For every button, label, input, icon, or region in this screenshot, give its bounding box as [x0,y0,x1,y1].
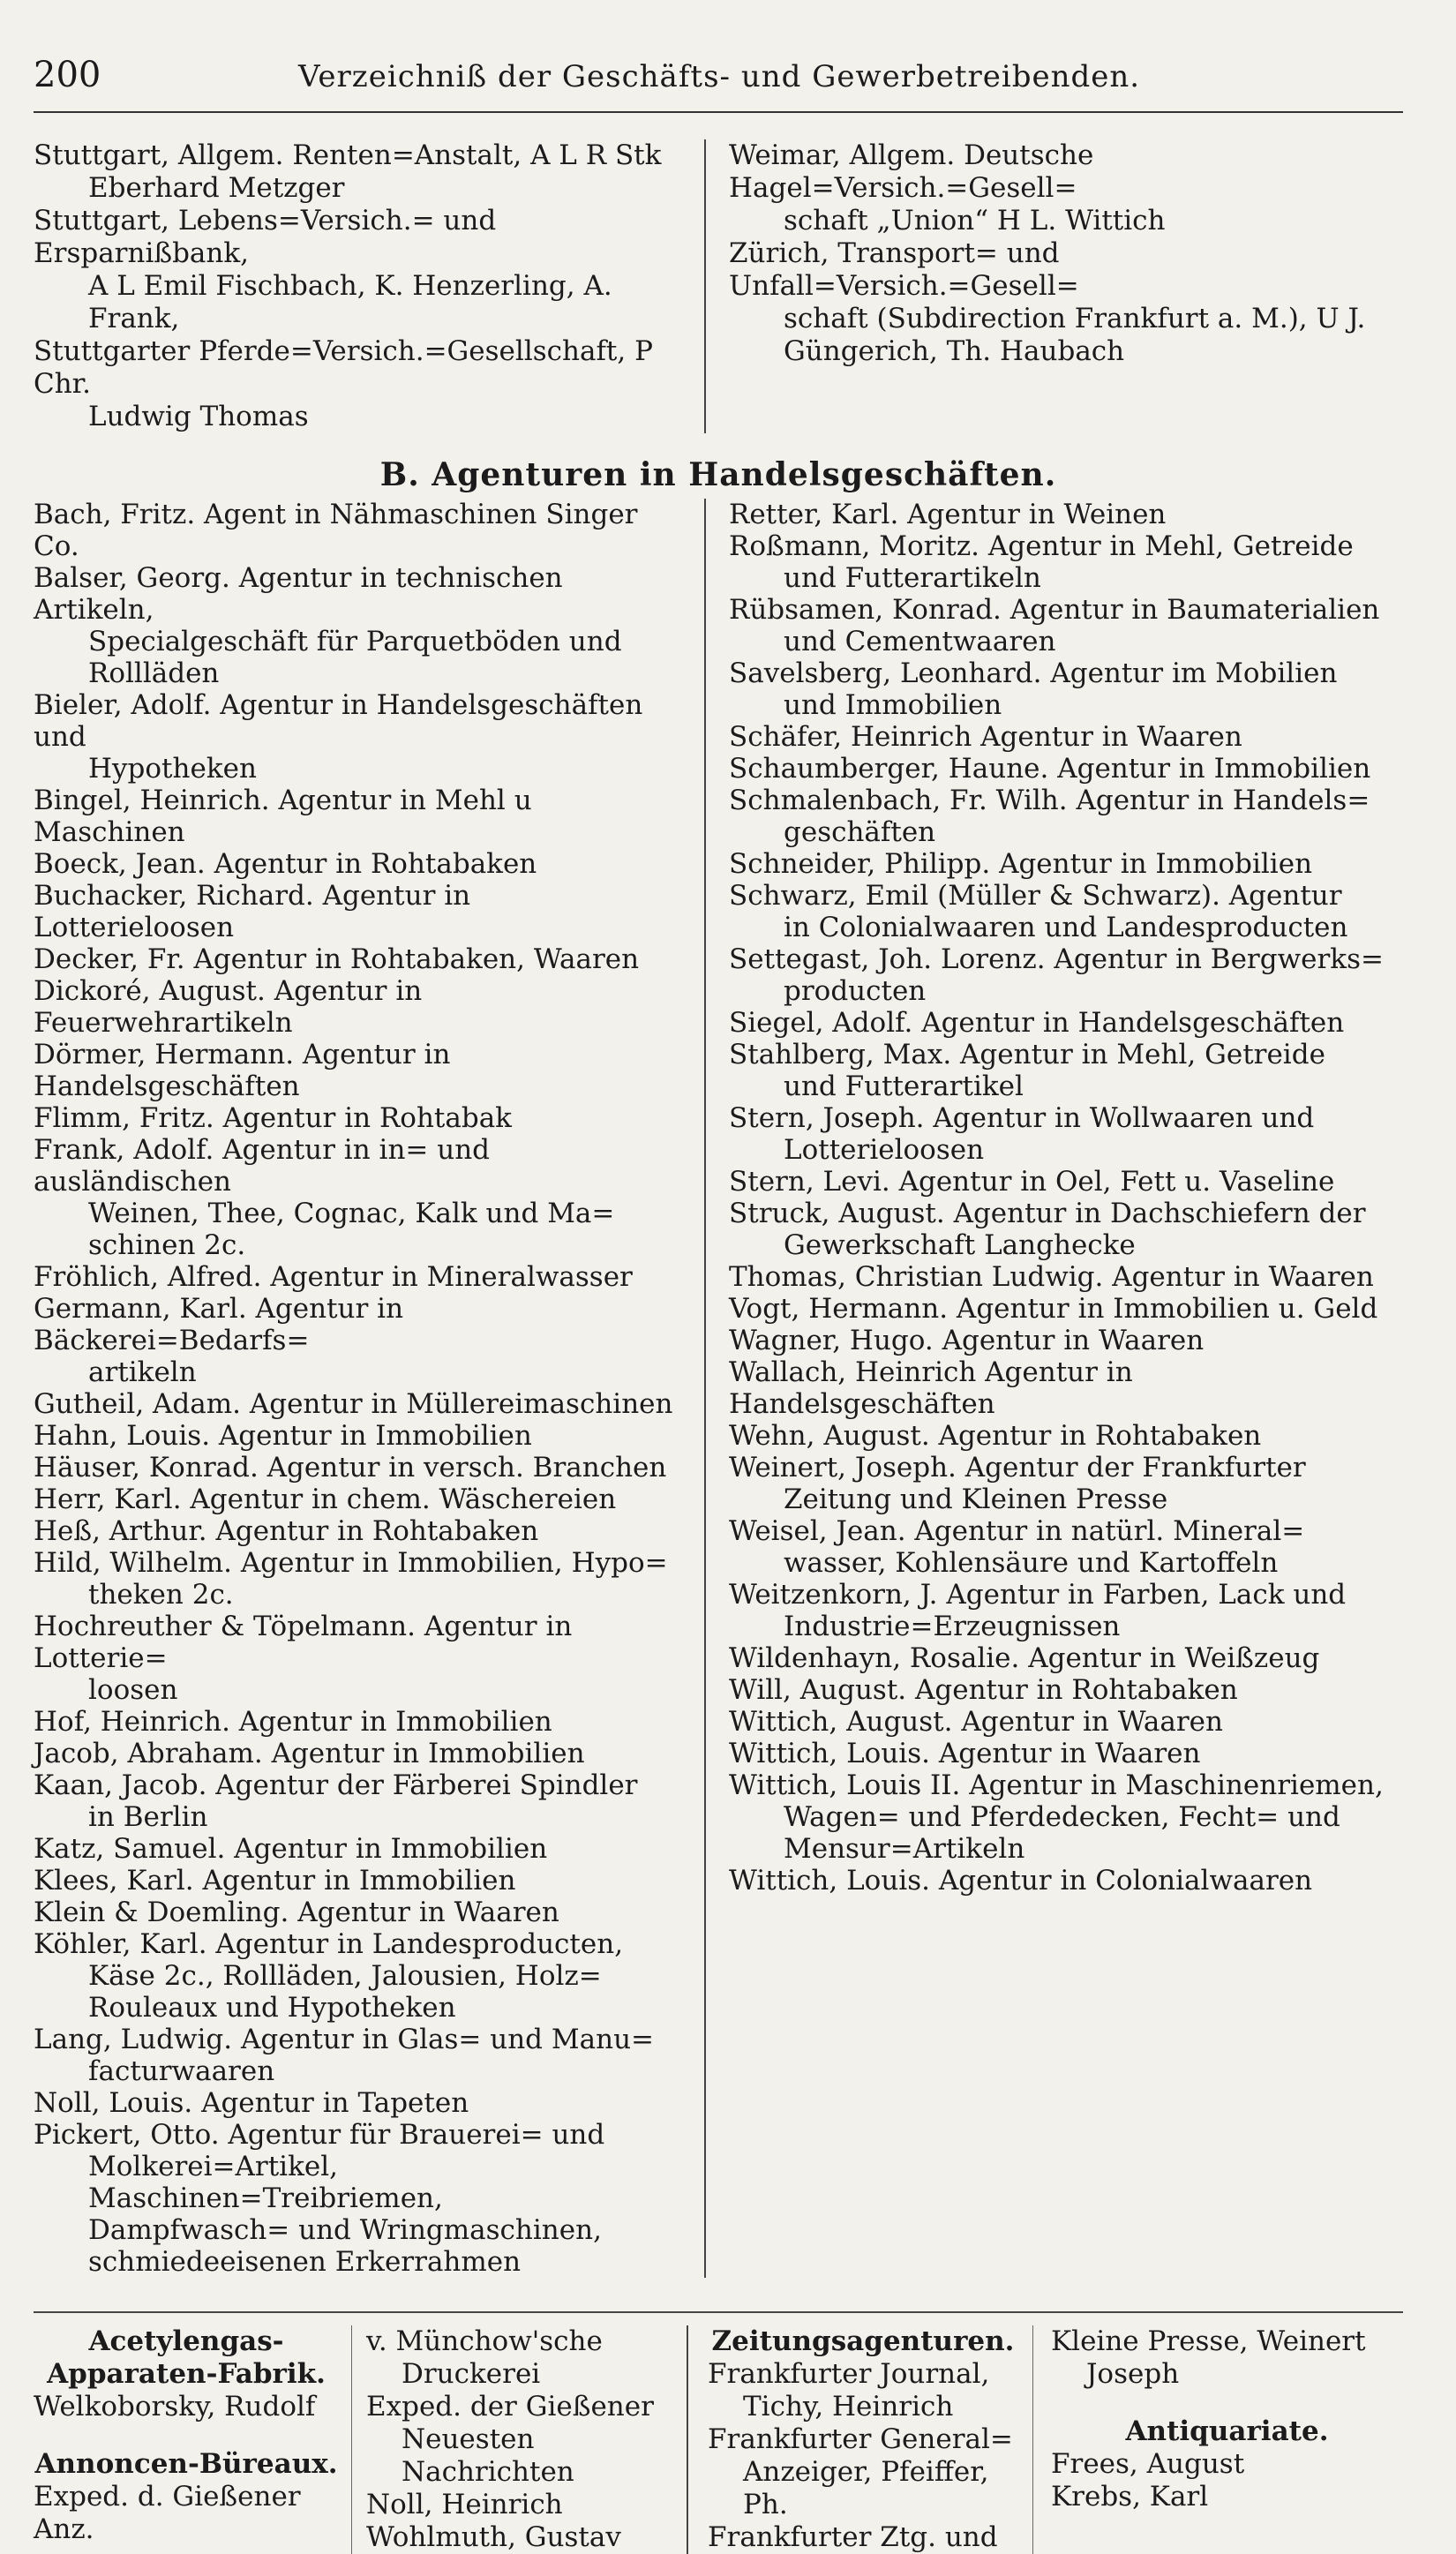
list-item: Bieler, Adolf. Agentur in Handelsgeschäften und Hypotheken [34,689,643,785]
page-header [34,55,1403,106]
list-item: Dickoré, August. Agentur in Feuerwehrartikeln [34,975,423,1039]
list-item: Wittich, Louis II. Agentur in Maschinenriemen, Wagen= und Pferdedecken, Fecht= und Mensur=Artikeln [729,1769,1384,1865]
list-item: Heß, Arthur. Agentur in Rohtabaken [34,1515,539,1547]
list-item: Noll, Louis. Agentur in Tapeten [34,2087,469,2119]
list-item: Savelsberg, Leonhard. Agentur im Mobilien und Immobilien [729,657,1338,721]
list-item: Struck, August. Agentur in Dachschiefern der Gewerkschaft Langhecke [729,1198,1366,1261]
list-item: Vogt, Hermann. Agentur in Immobilien u. Geld [729,1293,1378,1325]
list-item: Rübsamen, Konrad. Agentur in Baumaterialien und Cementwaaren [729,594,1380,657]
list-item: Wehn, August. Agentur in Rohtabaken [729,1420,1262,1452]
list-item: Frees, August [1051,2448,1245,2480]
list-item: Bach, Fritz. Agent in Nähmaschinen Singer Co. [34,499,638,562]
list-item: Wittich, August. Agentur in Waaren [729,1706,1223,1738]
list-item: Germann, Karl. Agentur in Bäckerei=Bedarfs= artikeln [34,1293,404,1388]
list-item: Hof, Heinrich. Agentur in Immobilien [34,1706,552,1738]
list-item: Buchacker, Richard. Agentur in Lotterieloosen [34,880,471,943]
list-item: Frankfurter Ztg. und [708,2521,998,2553]
section-heading-annoncen: Annoncen-Büreaux. [34,2448,338,2480]
list-item: Klees, Karl. Agentur in Immobilien [34,1865,516,1897]
list-item: Welkoborsky, Rudolf [34,2391,316,2423]
list-item: Stuttgart, Allgem. Renten=Anstalt, A L R Stk Eberhard Metzger [34,139,662,204]
list-item: Weisel, Jean. Agentur in natürl. Mineral= wasser, Kohlensäure und Kartoffeln [729,1515,1305,1579]
list-item: Stahlberg, Max. Agentur in Mehl, Getreide und Futterartikel [729,1039,1325,1102]
list-item: Frankfurter Journal, Tichy, Heinrich [708,2358,990,2423]
list-item: Wildenhayn, Rosalie. Agentur in Weißzeug [729,1642,1320,1674]
list-item: Thomas, Christian Ludwig. Agentur in Waaren [729,1261,1374,1293]
bottom-column-1 [34,2325,351,2554]
list-item: Exped. d. Gießener Anz. [34,2481,301,2545]
section-a [34,139,1403,433]
list-item: Herr, Karl. Agentur in chem. Wäschereien [34,1484,617,1515]
list-item: Schäfer, Heinrich Agentur in Waaren [729,721,1242,753]
list-item: Roßmann, Moritz. Agentur in Mehl, Getreide und Futterartikeln [729,530,1354,594]
list-item: Klein & Doemling. Agentur in Waaren [34,1897,559,1928]
list-item: Stern, Levi. Agentur in Oel, Fett u. Vaseline [729,1166,1335,1198]
list-item: Wagner, Hugo. Agentur in Waaren [729,1325,1205,1356]
bottom-column-3 [687,2325,1032,2554]
list-item: Weitzenkorn, J. Agentur in Farben, Lack und Industrie=Erzeugnissen [729,1579,1347,1642]
list-item: Frankfurter General= Anzeiger, Pfeiffer, Ph. [708,2423,1013,2520]
list-item: Köhler, Karl. Agentur in Landesproducten, Käse 2c., Rollläden, Jalousien, Holz= Rouleaux und Hypotheken [34,1928,624,2024]
list-item: Krebs, Karl [1051,2481,1209,2513]
list-item: Häuser, Konrad. Agentur in versch. Branchen [34,1452,667,1484]
list-item: Wittich, Louis. Agentur in Waaren [729,1738,1201,1769]
list-item: Stuttgart, Lebens=Versich.= und Ersparnißbank, A L Emil Fischbach, K. Henzerling, A. Frank, [34,205,612,334]
list-item: Balser, Georg. Agentur in technischen Artikeln, Specialgeschäft für Parquetböden und Rollläden [34,562,622,689]
list-item: Schneider, Philipp. Agentur in Immobilien [729,848,1313,880]
list-item: Stuttgarter Pferde=Versich.=Gesellschaft, P Chr. Ludwig Thomas [34,335,653,432]
list-item: Pickert, Otto. Agentur für Brauerei= und Molkerei=Artikel, Maschinen=Treibriemen, Dampfwasch= und Wringmaschinen, schmiedeeisenen Erkerrahmen [34,2119,605,2278]
section-heading-antiquariate: Antiquariate. [1125,2415,1329,2447]
bottom-column-2 [351,2325,687,2554]
list-item: Hild, Wilhelm. Agentur in Immobilien, Hypo= theken 2c. [34,1547,668,1611]
section-b-heading: B. Agenturen in Handelsgeschäften. [379,456,1057,493]
list-item: Hochreuther & Töpelmann. Agentur in Lotterie= loosen [34,1611,573,1706]
list-item: Stern, Joseph. Agentur in Wollwaaren und Lotterieloosen [729,1102,1315,1166]
list-item: Kleine Presse, Weinert Joseph [1051,2325,1366,2390]
list-item: Schmalenbach, Fr. Wilh. Agentur in Handels= geschäften [729,785,1370,848]
list-item: Siegel, Adolf. Agentur in Handelsgeschäften [729,1007,1345,1039]
header-rule [34,111,1403,113]
list-item: Decker, Fr. Agentur in Rohtabaken, Waaren [34,943,640,975]
list-item: Zürich, Transport= und Unfall=Versich.=Gesell= schaft (Subdirection Frankfurt a. M.), U J. Güngerich, Th. Haubach [729,237,1366,367]
bottom-sections [34,2311,1403,2554]
list-item: Settegast, Joh. Lorenz. Agentur in Bergwerks= producten [729,943,1384,1007]
list-item: Will, August. Agentur in Rohtabaken [729,1674,1238,1706]
list-item: Kaan, Jacob. Agentur der Färberei Spindler in Berlin [34,1769,638,1833]
list-item: Fröhlich, Alfred. Agentur in Mineralwasser [34,1261,633,1293]
section-b [34,499,1403,2278]
list-item: Wallach, Heinrich Agentur in Handelsgeschäften [729,1356,1133,1420]
list-item: Lang, Ludwig. Agentur in Glas= und Manu= facturwaaren [34,2024,655,2087]
list-item: Frank, Adolf. Agentur in in= und ausländischen Weinen, Thee, Cognac, Kalk und Ma= schinen 2c. [34,1134,615,1261]
list-item: v. Münchow'sche Druckerei [366,2325,603,2390]
page-number: 200 [34,55,101,95]
list-item: Boeck, Jean. Agentur in Rohtabaken [34,848,537,880]
list-item: Retter, Karl. Agentur in Weinen [729,499,1167,530]
section-heading-acetylene: Acetylengas- Apparaten-Fabrik. [47,2325,326,2390]
list-item: Flimm, Fritz. Agentur in Rohtabak [34,1102,512,1134]
list-item: Schaumberger, Haune. Agentur in Immobilien [729,753,1371,785]
section-heading-zeitungsagenturen: Zeitungsagenturen. [711,2325,1015,2357]
list-item: Noll, Heinrich [366,2489,563,2520]
list-item: Weimar, Allgem. Deutsche Hagel=Versich.=Gesell= schaft „Union“ H L. Wittich [729,139,1166,237]
list-item: Katz, Samuel. Agentur in Immobilien [34,1833,548,1865]
section-a-left-column [34,139,704,433]
section-b-left-column [34,499,704,2278]
section-a-right-column [704,139,1403,433]
list-item: Jacob, Abraham. Agentur in Immobilien [34,1738,585,1769]
list-item: Wohlmuth, Gustav [366,2521,621,2553]
list-item: Hahn, Louis. Agentur in Immobilien [34,1420,532,1452]
list-item: Dörmer, Hermann. Agentur in Handelsgeschäften [34,1039,451,1102]
list-item: Gutheil, Adam. Agentur in Müllereimaschinen [34,1388,673,1420]
bottom-column-4 [1032,2325,1403,2554]
running-title: Verzeichniß der Geschäfts- und Gewerbetreibenden. [298,59,1141,94]
list-item: Bingel, Heinrich. Agentur in Mehl u Maschinen [34,785,532,848]
list-item: Exped. der Gießener Neuesten Nachrichten [366,2391,654,2488]
section-b-right-column [704,499,1403,2278]
list-item: Weinert, Joseph. Agentur der Frankfurter Zeitung und Kleinen Presse [729,1452,1306,1515]
list-item: Wittich, Louis. Agentur in Colonialwaaren [729,1865,1313,1897]
list-item: Schwarz, Emil (Müller & Schwarz). Agentur in Colonialwaaren und Landesproducten [729,880,1348,943]
